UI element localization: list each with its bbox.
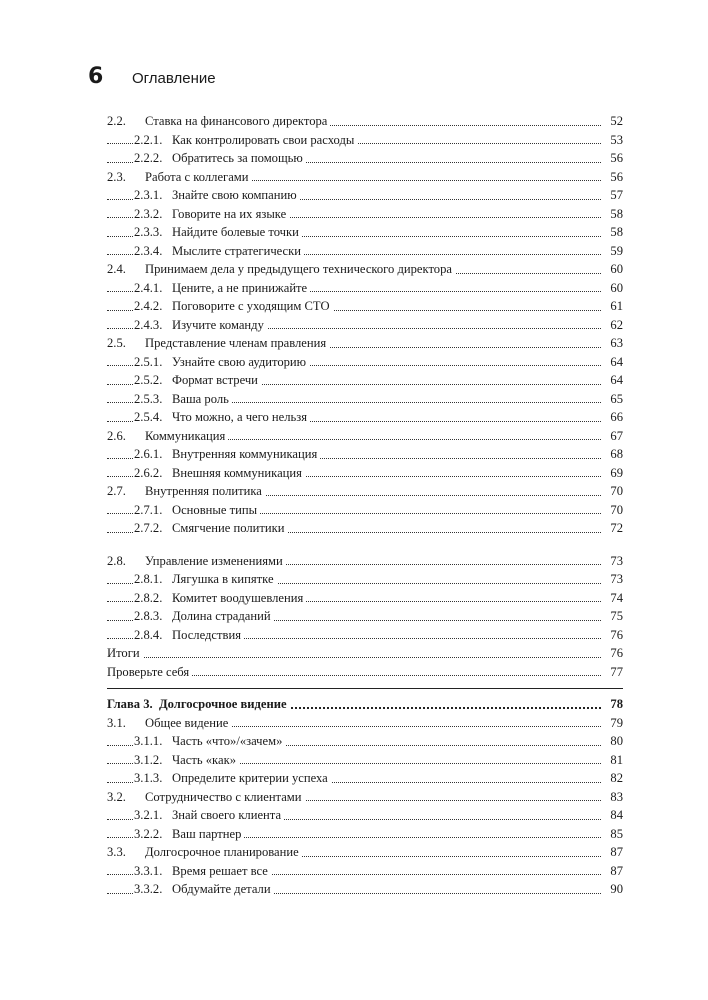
toc-entry[interactable] xyxy=(107,371,623,390)
toc-entry[interactable] xyxy=(107,279,623,298)
toc-entry[interactable] xyxy=(107,714,623,733)
toc-entry[interactable] xyxy=(107,112,623,131)
toc-entry-number: 2.5. xyxy=(107,336,126,350)
toc-entry[interactable] xyxy=(107,589,623,608)
toc-entry[interactable] xyxy=(107,205,623,224)
toc-entry[interactable] xyxy=(107,788,623,807)
toc-entry-title: Что можно, а чего нельзя xyxy=(172,410,308,424)
toc-entry-text xyxy=(107,644,143,663)
toc-entry-number: 3.3.1. xyxy=(134,863,163,878)
toc-entry[interactable] xyxy=(107,464,623,483)
toc-entry-number: 2.4.1. xyxy=(134,280,163,295)
toc-entry-text xyxy=(134,626,244,645)
toc-entry-title: Поговорите с уходящим СТО xyxy=(172,299,330,313)
toc-entry-page: 70 xyxy=(608,482,623,501)
toc-entry-title: Найдите болевые точки xyxy=(172,225,299,239)
table-of-contents xyxy=(107,112,623,899)
toc-entry-text xyxy=(134,464,305,483)
toc-entry-title: Узнайте свою аудиторию xyxy=(172,354,307,369)
toc-entry-title: Говорите на их языке xyxy=(172,206,287,221)
toc-entry-page: 52 xyxy=(608,112,623,131)
toc-entry-text xyxy=(134,589,306,608)
toc-entry-page: 69 xyxy=(608,464,623,483)
running-title: Оглавление xyxy=(132,70,216,87)
toc-entry-page: 53 xyxy=(608,131,623,150)
toc-entry-page: 87 xyxy=(608,843,623,862)
toc-entry-number: 3.1.3. xyxy=(134,771,163,785)
toc-entry[interactable] xyxy=(107,552,623,571)
toc-entry-text xyxy=(134,408,310,427)
toc-entry[interactable] xyxy=(107,149,623,168)
toc-entry-page: 70 xyxy=(608,501,623,520)
toc-entry-text xyxy=(134,501,260,520)
toc-entry-text xyxy=(107,482,265,501)
toc-entry-page: 74 xyxy=(608,589,623,608)
toc-entry-number: 3.1.1. xyxy=(134,734,163,748)
toc-entry[interactable] xyxy=(107,242,623,261)
toc-entry-page: 82 xyxy=(608,769,623,788)
toc-entry[interactable] xyxy=(107,570,623,589)
toc-entry-page: 85 xyxy=(608,825,623,844)
toc-entry-number: 3.3.2. xyxy=(134,882,163,896)
toc-entry[interactable] xyxy=(107,663,623,682)
toc-entry-number: 2.2.2. xyxy=(134,151,163,165)
toc-entry-number: 2.6. xyxy=(107,428,126,443)
toc-entry-page: 62 xyxy=(608,316,623,335)
toc-entry-title: Смягчение политики xyxy=(172,521,285,535)
toc-entry[interactable] xyxy=(107,880,623,899)
toc-entry-page: 83 xyxy=(608,788,623,807)
toc-entry-page: 90 xyxy=(608,880,623,899)
toc-entry[interactable] xyxy=(107,297,623,316)
toc-entry[interactable] xyxy=(107,260,623,279)
toc-entry-text xyxy=(134,223,302,242)
dot-leader xyxy=(107,657,601,658)
toc-entry-title: Формат встречи xyxy=(172,373,258,387)
toc-entry-text xyxy=(134,390,232,409)
toc-entry-text xyxy=(134,242,304,261)
toc-entry-text xyxy=(134,862,271,881)
toc-entry[interactable] xyxy=(107,223,623,242)
toc-entry-text xyxy=(134,316,267,335)
toc-entry-title: Знай своего клиента xyxy=(172,808,282,822)
toc-entry-text xyxy=(134,131,357,150)
toc-entry-number: 3.2. xyxy=(107,789,126,804)
toc-entry-number: 2.3.1. xyxy=(134,188,163,202)
toc-entry-text xyxy=(134,519,287,538)
toc-entry[interactable] xyxy=(107,806,623,825)
toc-entry-number: 2.8.1. xyxy=(134,572,163,586)
toc-entry-title: Управление изменениями xyxy=(145,553,283,568)
page-number: 6 xyxy=(88,64,104,89)
toc-entry-page: 60 xyxy=(608,279,623,298)
toc-entry[interactable] xyxy=(107,334,623,353)
page-header xyxy=(88,64,216,89)
toc-entry-number: 2.8.4. xyxy=(134,627,163,642)
toc-entry-number: 2.2. xyxy=(107,114,126,128)
toc-entry-number: 3.1. xyxy=(107,715,126,730)
toc-entry-page: 63 xyxy=(608,334,623,353)
toc-entry-page: 68 xyxy=(608,445,623,464)
toc-entry-title: Ставка на финансового директора xyxy=(145,114,328,128)
toc-entry-page: 58 xyxy=(608,223,623,242)
toc-entry-text xyxy=(107,843,302,862)
toc-entry-page: 84 xyxy=(608,806,623,825)
toc-entry-text xyxy=(134,149,306,168)
toc-entry-number: 2.7.1. xyxy=(134,502,163,517)
toc-entry[interactable] xyxy=(107,482,623,501)
toc-entry-number: 2.8. xyxy=(107,553,126,568)
toc-entry-text xyxy=(134,570,277,589)
toc-entry-number: 2.5.1. xyxy=(134,354,163,369)
toc-entry-title: Итоги xyxy=(107,646,140,660)
toc-entry-page: 73 xyxy=(608,570,623,589)
toc-entry-title: Цените, а не принижайте xyxy=(172,280,308,295)
toc-entry[interactable] xyxy=(107,353,623,372)
toc-entry-page: 59 xyxy=(608,242,623,261)
toc-entry-title: Представление членам правления xyxy=(145,336,327,350)
toc-entry-title: Часть «как» xyxy=(172,752,236,767)
toc-entry-title: Долгосрочное планирование xyxy=(145,845,299,859)
toc-entry-number: 2.8.3. xyxy=(134,609,163,623)
toc-entry-number: 2.6.2. xyxy=(134,465,163,480)
toc-entry-title: Лягушка в кипятке xyxy=(172,572,274,586)
toc-entry-text xyxy=(134,297,333,316)
toc-entry-page: 64 xyxy=(608,353,623,372)
toc-entry-text xyxy=(134,186,300,205)
toc-entry[interactable] xyxy=(107,519,623,538)
toc-entry-title: Ваша роль xyxy=(172,391,229,406)
toc-entry-page: 87 xyxy=(608,862,623,881)
toc-entry[interactable] xyxy=(107,644,623,663)
toc-entry-text xyxy=(107,714,231,733)
toc-entry-title: Работа с коллегами xyxy=(145,169,249,184)
toc-entry-text xyxy=(107,663,192,682)
toc-entry-number: 2.2.1. xyxy=(134,132,163,147)
toc-entry[interactable] xyxy=(107,751,623,770)
toc-entry-text xyxy=(134,806,284,825)
toc-entry-page: 65 xyxy=(608,390,623,409)
toc-entry-number: 2.3. xyxy=(107,169,126,184)
toc-entry-page: 60 xyxy=(608,260,623,279)
toc-entry-title: Внутренняя коммуникация xyxy=(172,447,318,461)
toc-entry-page: 64 xyxy=(608,371,623,390)
toc-entry[interactable] xyxy=(107,843,623,862)
toc-entry[interactable] xyxy=(107,769,623,788)
toc-entry-number: 2.3.2. xyxy=(134,206,163,221)
toc-chapter-entry[interactable] xyxy=(107,695,623,714)
toc-entry-page: 58 xyxy=(608,205,623,224)
toc-entry-text xyxy=(134,751,239,770)
toc-entry-number: 2.5.2. xyxy=(134,373,163,387)
toc-entry-page: 56 xyxy=(608,168,623,187)
toc-entry[interactable] xyxy=(107,390,623,409)
toc-entry-page: 76 xyxy=(608,644,623,663)
toc-entry-title: Изучите команду xyxy=(172,317,264,332)
toc-entry-number: 2.5.4. xyxy=(134,410,163,424)
toc-entry[interactable] xyxy=(107,445,623,464)
toc-entry[interactable] xyxy=(107,862,623,881)
toc-entry-number: 2.4.2. xyxy=(134,299,163,313)
toc-entry-title: Определите критерии успеха xyxy=(172,771,328,785)
toc-entry-number: 2.7.2. xyxy=(134,521,163,535)
toc-entry-title: Проверьте себя xyxy=(107,664,190,679)
toc-entry-text xyxy=(107,334,329,353)
toc-entry-title: Коммуникация xyxy=(145,428,226,443)
toc-entry-title: Мыслите стратегически xyxy=(172,243,302,258)
toc-entry[interactable] xyxy=(107,607,623,626)
toc-entry-page: 67 xyxy=(608,427,623,446)
toc-entry-title: Обратитесь за помощью xyxy=(172,151,303,165)
toc-entry-title: Часть «что»/«зачем» xyxy=(172,734,283,748)
toc-entry-page: 56 xyxy=(608,149,623,168)
toc-entry-text xyxy=(134,880,274,899)
chapter-divider xyxy=(107,688,623,689)
toc-entry-page: 57 xyxy=(608,186,623,205)
toc-entry-title: Долина страданий xyxy=(172,609,271,623)
toc-entry-text xyxy=(107,168,252,187)
toc-entry-number: 2.4.3. xyxy=(134,317,163,332)
toc-entry-number: 3.1.2. xyxy=(134,752,163,767)
toc-entry[interactable] xyxy=(107,131,623,150)
toc-entry-number: 2.6.1. xyxy=(134,447,163,461)
toc-entry-number: 2.4. xyxy=(107,262,126,276)
toc-entry-title: Внешняя коммуникация xyxy=(172,465,302,480)
toc-entry-page: 80 xyxy=(608,732,623,751)
toc-entry-page: 72 xyxy=(608,519,623,538)
toc-entry-text xyxy=(134,279,310,298)
toc-entry-title: Долгосрочное видение xyxy=(158,697,287,711)
toc-entry-page: 78 xyxy=(608,695,623,714)
toc-entry-text xyxy=(107,788,305,807)
toc-entry[interactable] xyxy=(107,501,623,520)
toc-entry-number: 3.2.2. xyxy=(134,826,163,841)
toc-entry-page: 66 xyxy=(608,408,623,427)
toc-entry[interactable] xyxy=(107,825,623,844)
toc-entry-page: 81 xyxy=(608,751,623,770)
toc-entry-text xyxy=(134,732,285,751)
toc-entry-text xyxy=(107,552,286,571)
toc-entry-text xyxy=(134,825,244,844)
toc-entry-text xyxy=(134,371,261,390)
toc-entry[interactable] xyxy=(107,626,623,645)
toc-entry-number: 2.7. xyxy=(107,484,126,498)
toc-entry-page: 61 xyxy=(608,297,623,316)
toc-entry-title: Обдумайте детали xyxy=(172,882,271,896)
toc-entry-number: Глава 3. xyxy=(107,697,153,711)
toc-entry-title: Комитет воодушевления xyxy=(172,590,304,605)
toc-entry-page: 79 xyxy=(608,714,623,733)
toc-entry-text xyxy=(134,205,289,224)
toc-entry-number: 2.3.3. xyxy=(134,225,163,239)
toc-entry-title: Общее видение xyxy=(145,715,229,730)
toc-entry-number: 2.3.4. xyxy=(134,243,163,258)
toc-entry[interactable] xyxy=(107,408,623,427)
toc-entry-number: 3.3. xyxy=(107,845,126,859)
toc-entry-title: Внутренняя политика xyxy=(145,484,262,498)
toc-entry-text xyxy=(134,607,274,626)
toc-entry[interactable] xyxy=(107,186,623,205)
toc-entry[interactable] xyxy=(107,316,623,335)
toc-entry-text xyxy=(134,445,320,464)
toc-entry-number: 2.8.2. xyxy=(134,590,163,605)
toc-entry-text xyxy=(107,427,228,446)
toc-entry-text xyxy=(107,695,290,714)
toc-entry-text xyxy=(107,112,330,131)
toc-entry[interactable] xyxy=(107,427,623,446)
toc-entry-number: 2.5.3. xyxy=(134,391,163,406)
toc-entry[interactable] xyxy=(107,732,623,751)
toc-entry-page: 73 xyxy=(608,552,623,571)
toc-entry-title: Знайте свою компанию xyxy=(172,188,297,202)
toc-entry-title: Основные типы xyxy=(172,502,258,517)
toc-entry-text xyxy=(134,353,309,372)
toc-entry[interactable] xyxy=(107,168,623,187)
toc-entry-title: Как контролировать свои расходы xyxy=(172,132,355,147)
toc-entry-title: Время решает все xyxy=(172,863,268,878)
toc-entry-page: 77 xyxy=(608,663,623,682)
toc-entry-title: Принимаем дела у предыдущего технического директора xyxy=(145,262,452,276)
toc-entry-title: Последствия xyxy=(172,627,241,642)
toc-entry-text xyxy=(134,769,331,788)
toc-entry-title: Сотрудничество с клиентами xyxy=(145,789,302,804)
toc-entry-text xyxy=(107,260,455,279)
toc-entry-number: 3.2.1. xyxy=(134,808,163,822)
toc-entry-page: 75 xyxy=(608,607,623,626)
toc-entry-page: 76 xyxy=(608,626,623,645)
toc-entry-title: Ваш партнер xyxy=(172,826,242,841)
